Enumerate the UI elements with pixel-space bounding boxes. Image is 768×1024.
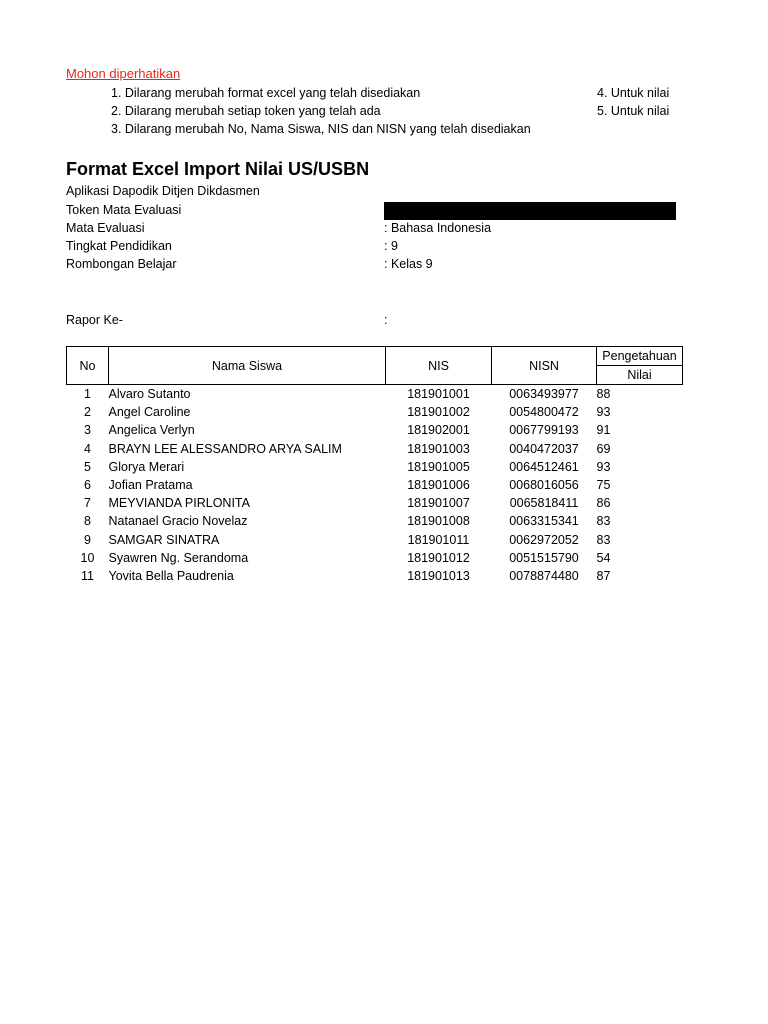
field-label-tingkat: Tingkat Pendidikan <box>66 239 172 253</box>
rule-2: 2. Dilarang merubah setiap token yang telah ada <box>111 104 381 118</box>
cell-nis: 181902001 <box>407 423 470 438</box>
cell-name: MEYVIANDA PIRLONITA <box>108 496 250 511</box>
cell-nis: 181901012 <box>407 550 470 565</box>
cell-score[interactable]: 91 <box>596 423 611 438</box>
redacted-token-value <box>384 202 676 220</box>
cell-no: 7 <box>84 496 91 511</box>
cell-score[interactable]: 87 <box>596 568 611 583</box>
cell-no: 10 <box>80 550 95 565</box>
field-value-tingkat: : 9 <box>384 239 398 253</box>
cell-score[interactable]: 75 <box>596 478 611 493</box>
cell-name: Angelica Verlyn <box>108 423 195 438</box>
cell-no: 3 <box>84 423 91 438</box>
cell-nisn: 0078874480 <box>509 568 579 583</box>
cell-nisn: 0051515790 <box>509 550 579 565</box>
cell-no: 9 <box>84 532 91 547</box>
field-label-token: Token Mata Evaluasi <box>66 203 182 217</box>
cell-name: Angel Caroline <box>108 405 191 420</box>
rule-3: 3. Dilarang merubah No, Nama Siswa, NIS dan NISN yang telah disediakan <box>111 122 531 136</box>
cell-score[interactable]: 54 <box>596 550 611 565</box>
cell-score[interactable]: 83 <box>596 532 611 547</box>
cell-nisn: 0063315341 <box>509 514 579 529</box>
cell-nisn: 0068016056 <box>509 478 579 493</box>
cell-score[interactable]: 88 <box>596 387 611 402</box>
cell-nis: 181901001 <box>407 387 470 402</box>
cell-nis: 181901007 <box>407 496 470 511</box>
cell-nis: 181901003 <box>407 441 470 456</box>
table-row <box>67 494 683 512</box>
table-row <box>67 421 683 439</box>
cell-nis: 181901006 <box>407 478 470 493</box>
cell-nisn: 0062972052 <box>509 532 579 547</box>
rule-4: 4. Untuk nilai <box>597 86 670 100</box>
cell-score[interactable]: 86 <box>596 496 611 511</box>
rule-5: 5. Untuk nilai <box>597 104 670 118</box>
field-label-mata-evaluasi: Mata Evaluasi <box>66 221 145 235</box>
cell-no: 2 <box>84 405 91 420</box>
table-row <box>67 440 683 458</box>
cell-name: Natanael Gracio Novelaz <box>108 514 248 529</box>
cell-no: 5 <box>84 459 91 474</box>
rule-1: 1. Dilarang merubah format excel yang telah disediakan <box>111 86 421 100</box>
field-label-rombel: Rombongan Belajar <box>66 257 177 271</box>
field-value-rombel: : Kelas 9 <box>384 257 433 271</box>
cell-name: Jofian Pratama <box>108 478 193 493</box>
table-row <box>67 567 683 585</box>
cell-no: 1 <box>84 387 91 402</box>
cell-name: Yovita Bella Paudrenia <box>108 568 234 583</box>
col-header-name: Nama Siswa <box>109 347 386 385</box>
cell-score[interactable]: 93 <box>596 405 611 420</box>
cell-name: BRAYN LEE ALESSANDRO ARYA SALIM <box>108 441 342 456</box>
cell-nis: 181901013 <box>407 568 470 583</box>
table-row <box>67 531 683 549</box>
cell-no: 8 <box>84 514 91 529</box>
cell-nis: 181901002 <box>407 405 470 420</box>
cell-nisn: 0063493977 <box>509 387 579 402</box>
col-header-nilai: Nilai <box>597 366 683 385</box>
cell-name: Glorya Merari <box>108 459 185 474</box>
cell-score[interactable]: 93 <box>596 459 611 474</box>
cell-no: 6 <box>84 478 91 493</box>
col-header-pengetahuan: Pengetahuan <box>597 347 683 366</box>
field-value-mata-evaluasi: : Bahasa Indonesia <box>384 221 492 235</box>
table-row <box>67 549 683 567</box>
page-title: Format Excel Import Nilai US/USBN <box>66 159 370 179</box>
cell-score[interactable]: 69 <box>596 441 611 456</box>
cell-nisn: 0067799193 <box>509 423 579 438</box>
table-row <box>67 403 683 421</box>
cell-nis: 181901008 <box>407 514 470 529</box>
col-header-nisn: NISN <box>492 347 597 385</box>
cell-nisn: 0054800472 <box>509 405 579 420</box>
cell-no: 11 <box>81 568 94 583</box>
cell-name: SAMGAR SINATRA <box>108 532 220 547</box>
cell-no: 4 <box>84 441 91 456</box>
rapor-value: : <box>384 313 388 327</box>
app-subtitle: Aplikasi Dapodik Ditjen Dikdasmen <box>66 184 260 198</box>
cell-name: Syawren Ng. Serandoma <box>108 550 249 565</box>
cell-name: Alvaro Sutanto <box>108 387 191 402</box>
table-row <box>67 512 683 530</box>
notice-title: Mohon diperhatikan <box>66 66 181 81</box>
col-header-nis: NIS <box>386 347 492 385</box>
cell-nisn: 0064512461 <box>509 459 579 474</box>
rapor-label: Rapor Ke- <box>66 313 123 327</box>
cell-score[interactable]: 83 <box>596 514 611 529</box>
student-grade-table <box>66 346 683 585</box>
table-row <box>67 458 683 476</box>
table-row <box>67 385 683 404</box>
col-header-no: No <box>67 347 109 385</box>
cell-nis: 181901005 <box>407 459 470 474</box>
cell-nis: 181901011 <box>407 532 470 547</box>
cell-nisn: 0065818411 <box>509 496 579 511</box>
table-row <box>67 476 683 494</box>
cell-nisn: 0040472037 <box>509 441 579 456</box>
